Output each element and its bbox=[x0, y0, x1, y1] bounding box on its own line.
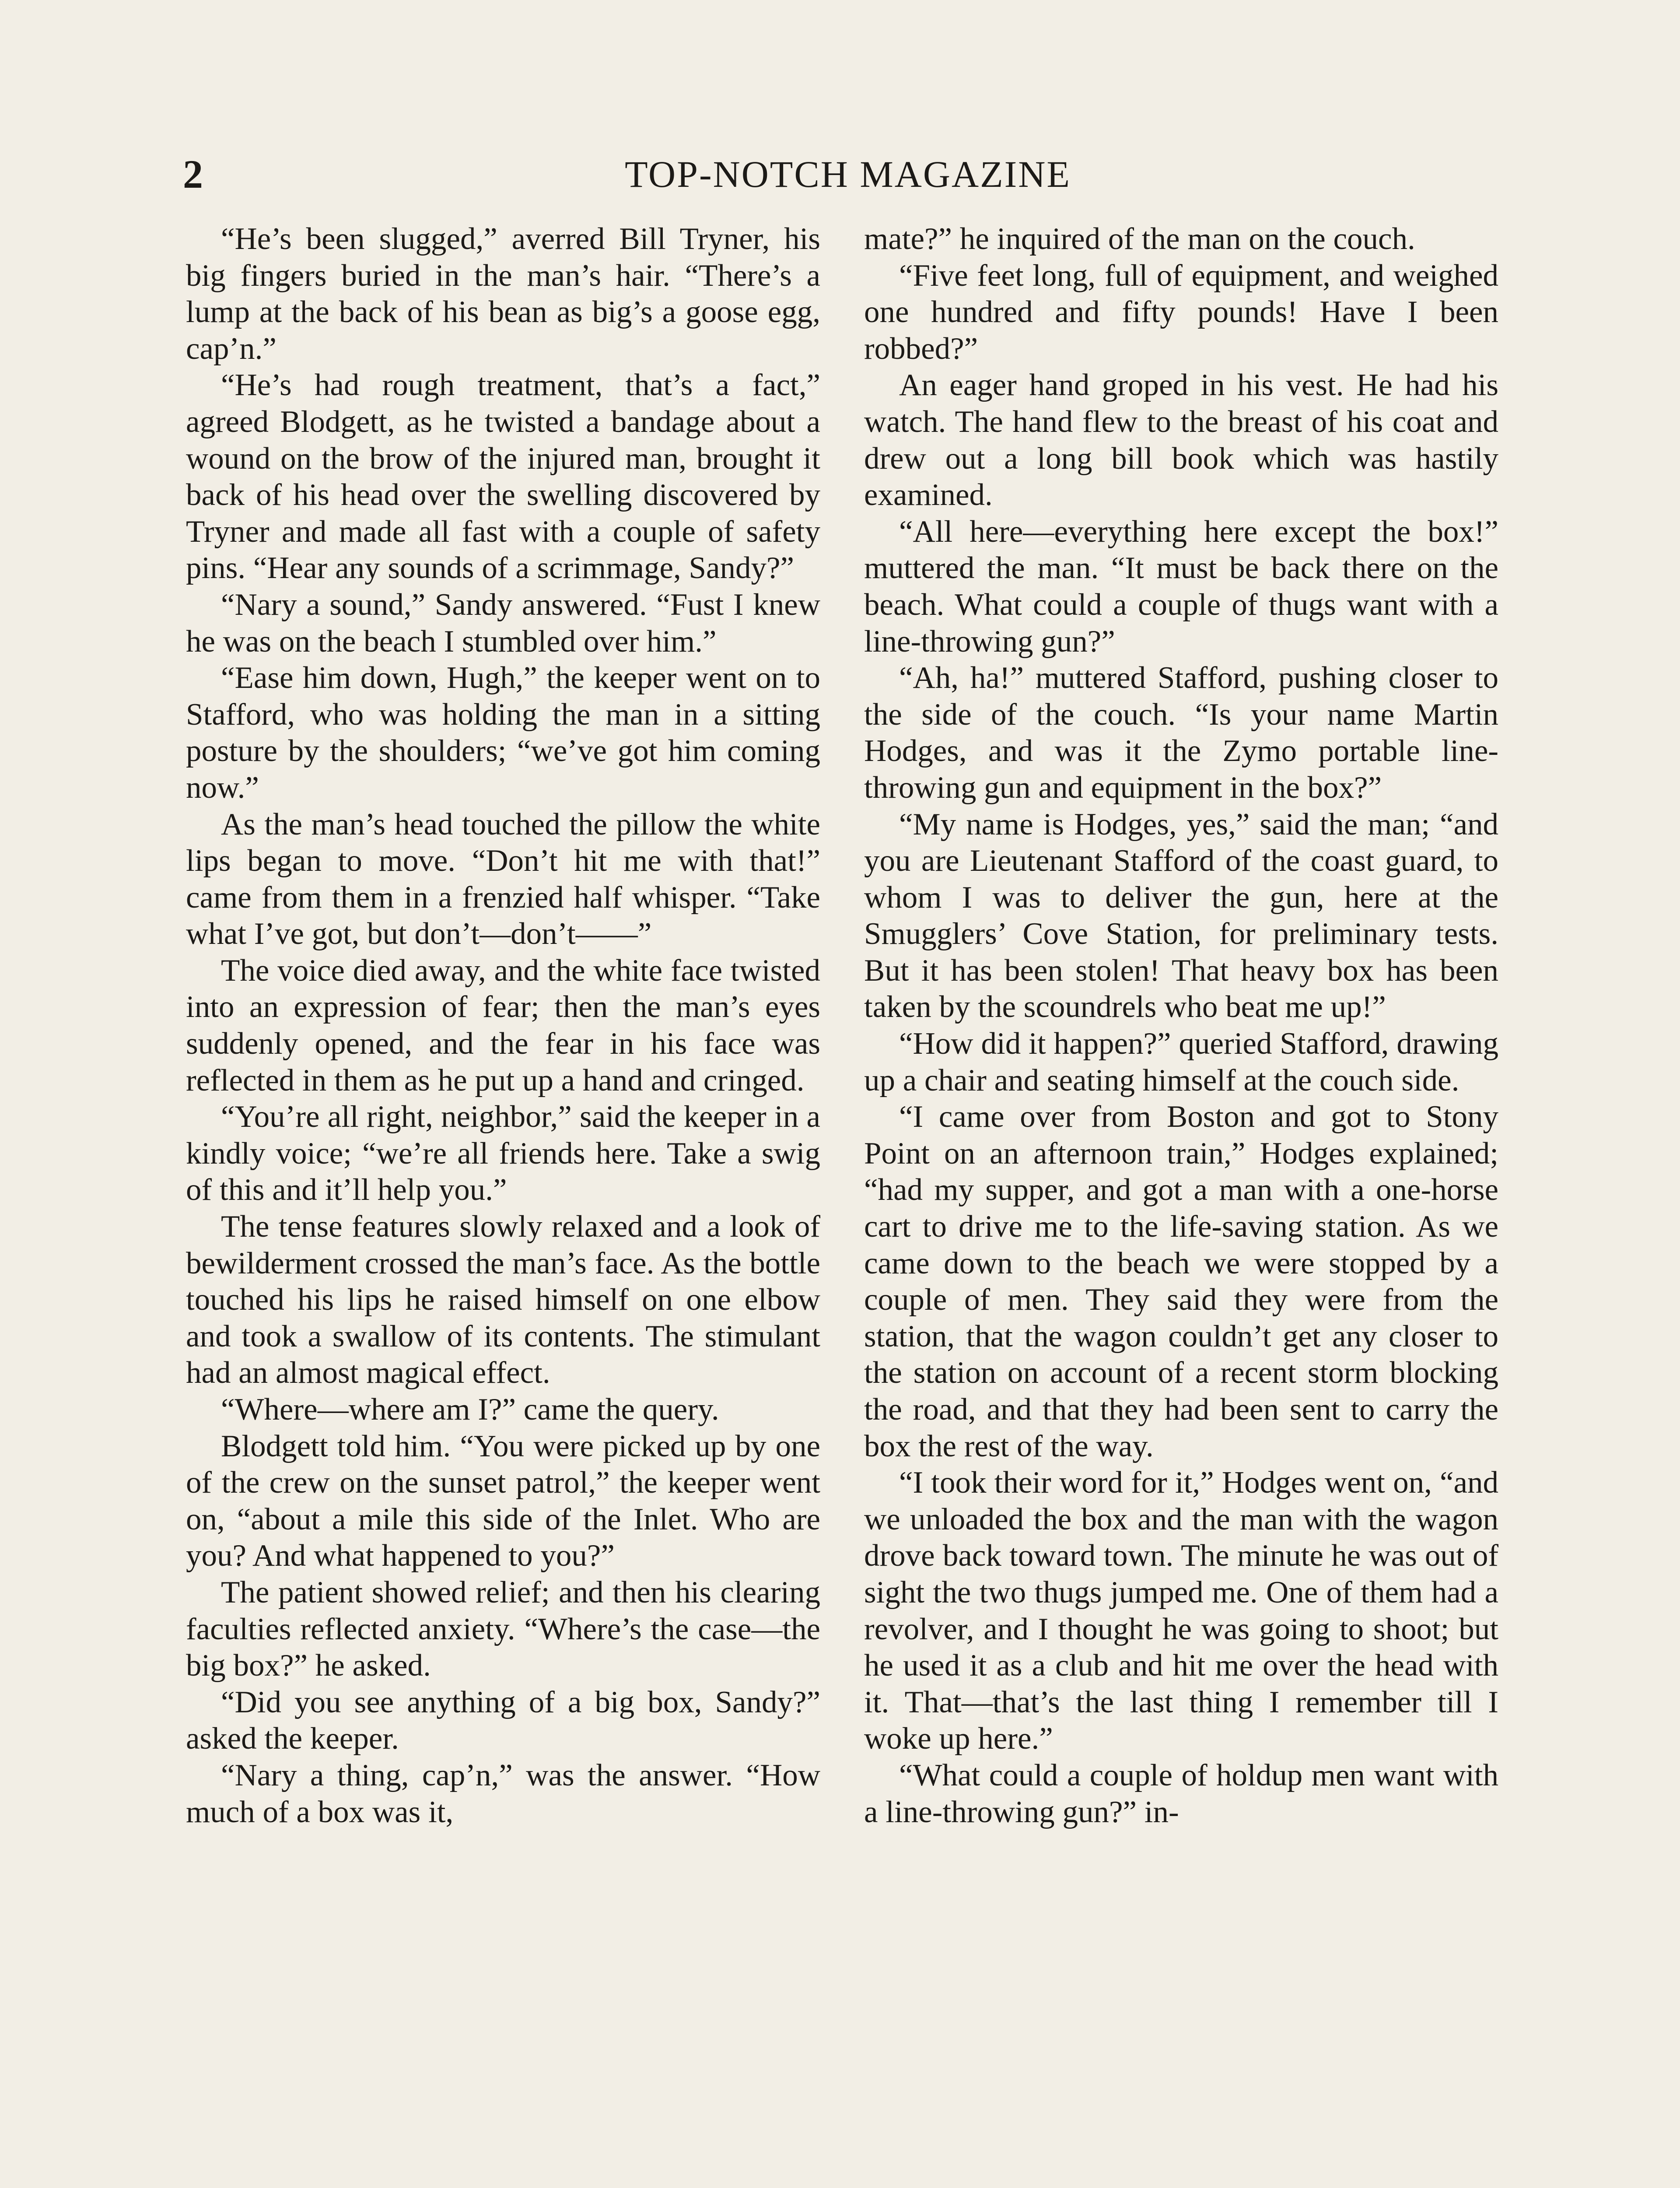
page-header bbox=[183, 148, 1513, 200]
paragraph: “He’s had rough treatment, that’s a fact,” agreed Blodgett, as he twisted a bandage about a wound on the brow of the injured man, brought it back of his head over the swelling discovered by Tryner and made all fast with a couple of safety pins. “Hear any sounds of a scrimmage, Sandy?” bbox=[186, 368, 820, 586]
right-column bbox=[864, 221, 1498, 2188]
paragraph: “He’s been slugged,” averred Bill Tryner, his big fingers buried in the man’s hair. “There’s a lump at the back of his bean as big’s a goose egg, cap’n.” bbox=[186, 222, 820, 366]
paragraph: “I came over from Boston and got to Stony Point on an afternoon train,” Hodges explained; “had my supper, and got a man with a one-horse cart to drive me to the life-saving station. As we came down to the beach we were stopped by a couple of men. They said they were from the station, that the wagon couldn’t get any closer to the station on account of a recent storm blocking the road, and that they had been sent to carry the box the rest of the way. bbox=[864, 1100, 1498, 1463]
paragraph: “Did you see anything of a big box, Sandy?” asked the keeper. bbox=[186, 1685, 820, 1756]
paragraph: The voice died away, and the white face twisted into an expression of fear; then the man’s eyes suddenly opened, and the fear in his face was reflected in them as he put up a hand and cringed. bbox=[186, 953, 820, 1098]
paragraph: “How did it happen?” queried Stafford, drawing up a chair and seating himself at the couch side. bbox=[864, 1027, 1498, 1098]
paragraph: An eager hand groped in his vest. He had his watch. The hand flew to the breast of his coat and drew out a long bill book which was hastily examined. bbox=[864, 368, 1498, 512]
running-title: TOP-NOTCH MAGAZINE bbox=[625, 153, 1071, 195]
paragraph: The tense features slowly relaxed and a look of bewilderment crossed the man’s face. As the bottle touched his lips he raised himself on one elbow and took a swallow of its contents. The stimulant had an almost magical effect. bbox=[186, 1210, 820, 1390]
paragraph: Blodgett told him. “You were picked up by one of the crew on the sunset patrol,” the keeper went on, “about a mile this side of the Inlet. Who are you? And what happened to you?” bbox=[186, 1429, 820, 1573]
paragraph: “You’re all right, neighbor,” said the keeper in a kindly voice; “we’re all friends here. Take a swig of this and it’ll help you.” bbox=[186, 1100, 820, 1207]
paragraph: “All here—everything here except the box!” muttered the man. “It must be back there on the beach. What could a couple of thugs want with a line-throwing gun?” bbox=[864, 514, 1498, 659]
paragraph: “What could a couple of holdup men want with a line-throwing gun?” in- bbox=[864, 1758, 1498, 1829]
paragraph: “Where—where am I?” came the query. bbox=[221, 1392, 719, 1427]
page-number: 2 bbox=[183, 152, 203, 196]
paragraph: As the man’s head touched the pillow the white lips began to move. “Don’t hit me with that!” came from them in a frenzied half whisper. “Take what I’ve got, but don’t—don’t——” bbox=[186, 807, 820, 951]
paragraph-continuation: mate?” he inquired of the man on the couch. bbox=[864, 222, 1415, 256]
paragraph: “Nary a sound,” Sandy answered. “Fust I knew he was on the beach I stumbled over him.” bbox=[186, 587, 820, 659]
paragraph: “I took their word for it,” Hodges went on, “and we unloaded the box and the man with the wagon drove back toward town. The minute he was out of sight the two thugs jumped me. One of them had a revolver, and I thought he was going to shoot; but he used it as a club and hit me over the head with it. That—that’s the last thing I remember till I woke up here.” bbox=[864, 1466, 1498, 1756]
paragraph: “Ah, ha!” muttered Stafford, pushing closer to the side of the couch. “Is your name Martin Hodges, and was it the Zymo portable line-throwing gun and equipment in the box?” bbox=[864, 661, 1498, 805]
paragraph: “Nary a thing, cap’n,” was the answer. “How much of a box was it, bbox=[186, 1758, 820, 1829]
paragraph: “Five feet long, full of equipment, and weighed one hundred and fifty pounds! Have I been robbed?” bbox=[864, 258, 1498, 366]
left-column bbox=[186, 221, 820, 2188]
paragraph: “My name is Hodges, yes,” said the man; “and you are Lieutenant Stafford of the coast guard, to whom I was to deliver the gun, here at the Smugglers’ Cove Station, for preliminary tests. But it has been stolen! That heavy box has been taken by the scoundrels who beat me up!” bbox=[864, 807, 1498, 1024]
paragraph: “Ease him down, Hugh,” the keeper went on to Stafford, who was holding the man in a sitting posture by the shoulders; “we’ve got him coming now.” bbox=[186, 661, 820, 805]
paragraph: The patient showed relief; and then his clearing faculties reflected anxiety. “Where’s the case—the big box?” he asked. bbox=[186, 1575, 820, 1683]
